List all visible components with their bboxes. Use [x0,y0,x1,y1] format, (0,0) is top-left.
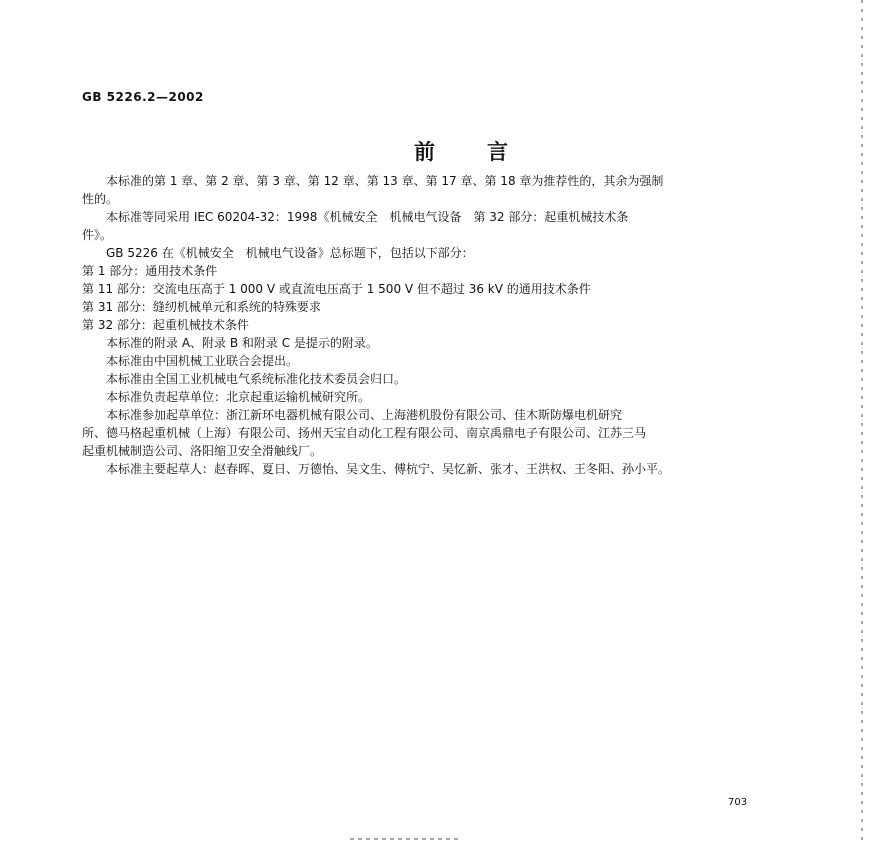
text-line: 本标准负责起草单位：北京起重运输机械研究所。 [106,390,371,404]
text-line: 本标准等同采用 IEC 60204-32：1998《机械安全 机械电气设备 第 32 部分：起重机械技术条 [106,210,629,224]
paragraph [82,388,797,406]
text-line: 第 31 部分：缝纫机械单元和系统的特殊要求 [82,300,321,314]
text-line: 第 32 部分：起重机械技术条件 [82,318,249,332]
text-line: 第 1 部分：通用技术条件 [82,264,218,278]
text-line: 本标准参加起草单位：浙江新环电器机械有限公司、上海港机股份有限公司、佳木斯防爆电机研究 [106,408,623,422]
scan-edge-artifact [861,0,863,842]
text-line: 本标准由中国机械工业联合会提出。 [106,354,299,368]
paragraph [82,370,797,388]
text-line: 性的。 [82,192,119,206]
page-number: 703 [728,797,748,808]
paragraph [82,316,797,334]
paragraph [82,298,797,316]
paragraph [82,352,797,370]
scan-bottom-artifact [350,838,460,840]
paragraph [82,262,797,280]
standard-code: GB 5226.2—2002 [82,90,204,104]
paragraph [82,172,797,208]
text-line: 第 11 部分：交流电压高于 1 000 V 或直流电压高于 1 500 V 但不超过 36 kV 的通用技术条件 [82,282,591,296]
text-line: 本标准由全国工业机械电气系统标准化技术委员会归口。 [106,372,407,386]
paragraph [82,280,797,298]
paragraph [82,460,797,478]
paragraph [82,208,797,244]
text-line: 件》。 [82,228,113,242]
text-line: 本标准的附录 A、附录 B 和附录 C 是提示的附录。 [106,336,378,350]
text-line: 所、德马格起重机械（上海）有限公司、扬州天宝自动化工程有限公司、南京禹鼎电子有限公司、江苏三马 [82,426,647,440]
paragraph [82,406,797,460]
text-line: GB 5226 在《机械安全 机械电气设备》总标题下，包括以下部分： [106,246,474,260]
paragraph [82,244,797,262]
text-line: 本标准主要起草人：赵春晖、夏日、万德怡、吴文生、傅杭宁、吴忆新、张才、王洪权、王冬阳、孙小平。 [106,462,671,476]
text-line: 本标准的第 1 章、第 2 章、第 3 章、第 12 章、第 13 章、第 17 章、第 18 章为推荐性的，其余为强制 [106,174,664,188]
paragraph [82,334,797,352]
foreword-body [82,172,797,478]
text-line: 起重机械制造公司、洛阳缩卫安全滑触线厂。 [82,444,323,458]
page-title: 前言 [414,140,560,164]
